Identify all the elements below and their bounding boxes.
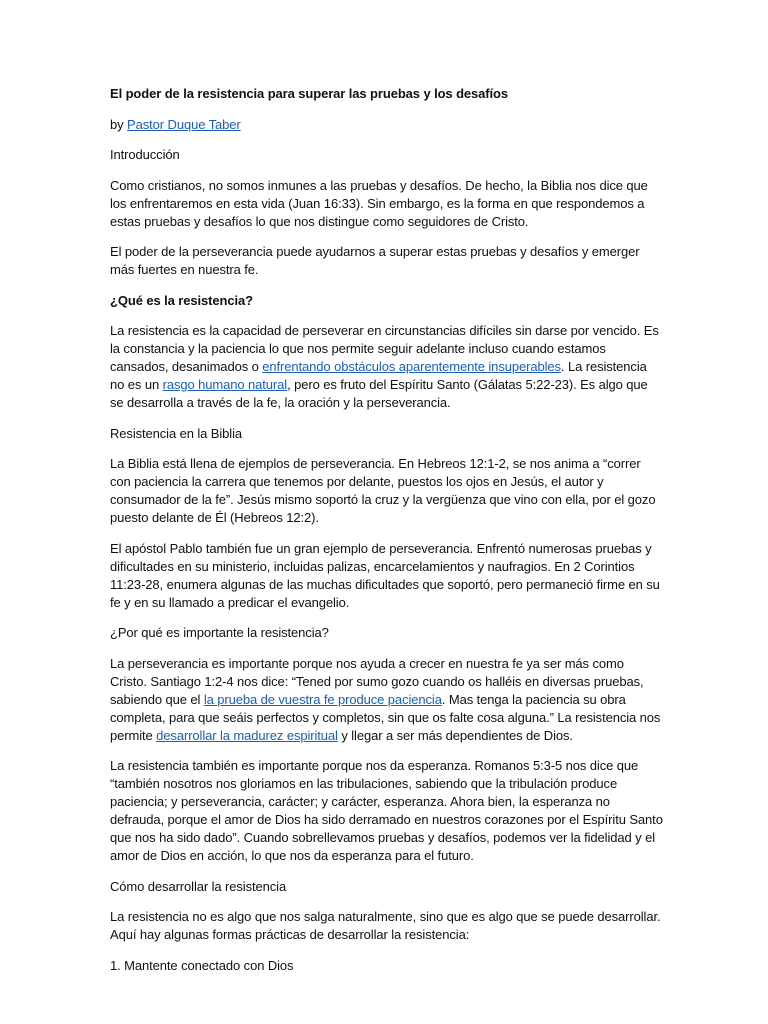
- paragraph-why-1: [110, 655, 664, 745]
- text-run: , pero es fruto del Espíritu Santo (Gálatas 5:22-23). Es algo que se desarrolla a través de la fe, la oración y la perseverancia.: [110, 377, 648, 410]
- text-run: y llegar a ser más dependientes de Dios.: [337, 727, 573, 743]
- text-run: . Mas tenga la paciencia su obra completa, para que seáis perfectos y completos, sin que os falte cosa alguna.” La resistencia nos permite: [110, 691, 661, 743]
- section-heading-what: ¿Qué es la resistencia?: [110, 292, 253, 308]
- paragraph-intro-1: Como cristianos, no somos inmunes a las pruebas y desafíos. De hecho, la Biblia nos dice que los enfrentaremos en esta vida (Juan 16:33). Sin embargo, es la forma en que respondemos a estas pruebas y desafíos lo que nos distingue como seguidores de Cristo.: [110, 177, 648, 229]
- paragraph-intro-2: El poder de la perseverancia puede ayudarnos a superar estas pruebas y desafíos y emerger más fuertes en nuestra fe.: [110, 244, 640, 277]
- section-heading-bible: Resistencia en la Biblia: [110, 425, 243, 441]
- section-heading-intro: Introducción: [110, 147, 180, 162]
- byline-prefix: by: [110, 116, 128, 132]
- byline: [110, 116, 664, 134]
- paragraph-what: [110, 322, 664, 412]
- author-link[interactable]: Pastor Duque Taber: [127, 116, 241, 132]
- link-natural-trait[interactable]: rasgo humano natural: [162, 377, 288, 392]
- text-run: La resistencia es la capacidad de perseverar en circunstancias difíciles sin darse por vencido. Es la constancia y la paciencia lo que nos permite seguir adelante incluso cuando estamos cansados, desanimados o: [110, 323, 659, 374]
- text-run: . La resistencia no es un: [110, 359, 647, 392]
- list-item: 1. Mantente conectado con Dios: [110, 957, 294, 973]
- link-spiritual-maturity[interactable]: desarrollar la madurez espiritual: [156, 727, 338, 743]
- paragraph-why-2: La resistencia también es importante porque nos da esperanza. Romanos 5:3-5 nos dice que “también nosotros nos gloriamos en las tribulaciones, sabiendo que la tribulación produce paciencia; y perseverancia, carácter; y carácter, esperanza. Ahora bien, la esperanza no defrauda, porque el amor de Dios ha sido derramado en nuestros corazones por el Espíritu Santo que nos ha sido dado”. Cuando sobrellevamos pruebas y desafíos, podemos ver la fidelidad y el amor de Dios en acción, lo que nos da esperanza para el futuro.: [110, 758, 663, 863]
- paragraph-bible-1: La Biblia está llena de ejemplos de perseverancia. En Hebreos 12:1-2, se nos anima a “correr con paciencia la carrera que tenemos por delante, puestos los ojos en Jesús, el autor y consumador de la fe”. Jesús mismo soportó la cruz y la vergüenza que vino con ella, por el gozo puesto delante de Él (Hebreos 12:2).: [110, 456, 656, 525]
- section-heading-how: Cómo desarrollar la resistencia: [110, 878, 287, 894]
- link-faith-test[interactable]: la prueba de vuestra fe produce paciencia: [203, 691, 442, 707]
- text-run: La perseverancia es importante porque nos ayuda a crecer en nuestra fe ya ser más como Cristo. Santiago 1:2-4 nos dice: “Tened por sumo gozo cuando os halléis en diversas pruebas, sabiendo que el: [110, 655, 644, 707]
- link-obstacles[interactable]: enfrentando obstáculos aparentemente insuperables: [262, 359, 561, 374]
- document-title: El poder de la resistencia para superar las pruebas y los desafíos: [110, 86, 509, 101]
- paragraph-bible-2: El apóstol Pablo también fue un gran ejemplo de perseverancia. Enfrentó numerosas pruebas y dificultades en su ministerio, incluidas palizas, encarcelamientos y naufragios. En 2 Corintios 11:23-28, enumera algunas de las muchas dificultades que soportó, pero permaneció firme en su fe y en su llamado a predicar el evangelio.: [110, 540, 660, 610]
- section-heading-why: ¿Por qué es importante la resistencia?: [110, 625, 329, 640]
- paragraph-how: La resistencia no es algo que nos salga naturalmente, sino que es algo que se puede desarrollar. Aquí hay algunas formas prácticas de desarrollar la resistencia:: [110, 909, 661, 942]
